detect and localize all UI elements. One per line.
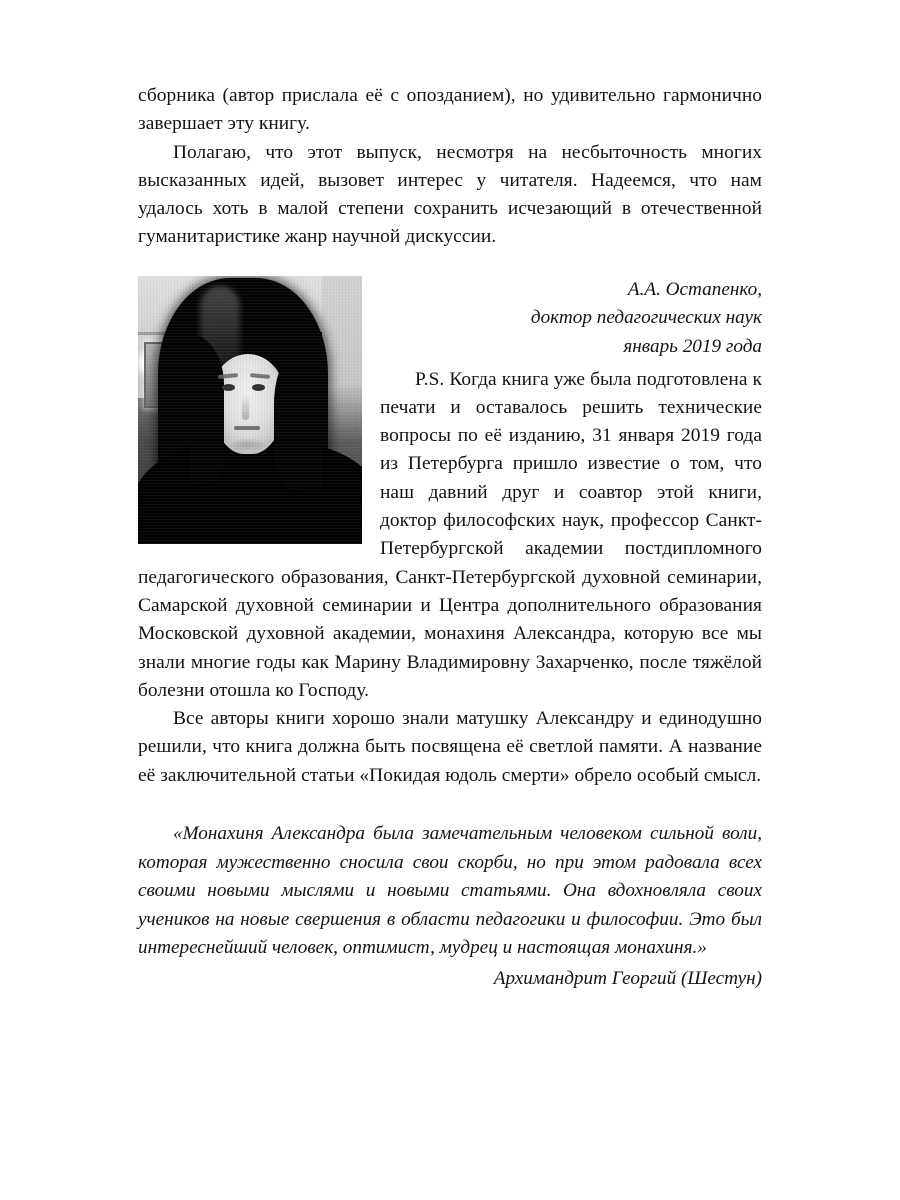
paragraph-sbornika: сборника (автор прислала её с опозданием), но удивительно гармонично завершает эту книгу.: [138, 85, 762, 135]
paragraph-postscript: P.S. Когда книга уже была подготовлена к печати и оставалось решить технические вопросы по её изданию, 31 января 2019 года из Петербурга пришло известие о том, что наш давний друг и соавтор этой книги, доктор философских наук, профессор Санкт-Петербургской академии постдипломного педагогического образования, Санкт-Петербургской духовной семинарии, Самарской духовной семинарии и Центра дополнительного образования Московской духовной академии, монахиня Александра, которую все мы знали многие годы как Марину Владимировну Захарченко, после тяжёлой болезни отошла ко Господу.: [138, 368, 762, 701]
paragraph-vse-avtory: Все авторы книги хорошо знали матушку Александру и единодушно решили, что книга должна быть посвящена её светлой памяти. А название её заключительной статьи «Покидая юдоль смерти» обрело особый смысл.: [138, 708, 762, 786]
closing-quote-attribution: Архимандрит Георгий (Шестун): [493, 967, 762, 989]
portrait-photo: [138, 276, 362, 544]
photo-nose: [242, 394, 249, 420]
photo-eye-right: [252, 384, 265, 391]
photo-chin-shadow: [226, 438, 268, 452]
closing-quote-text: «Монахиня Александра была замечательным человеком сильной воли, которая мужественно сносила свои скорби, но при этом радовала всех своими новыми мыслями и новыми статьями. Она вдохновляла своих учеников на новые свершения в области педагогики и философии. Это был интереснейший человек, оптимист, мудрец и настоящая монахиня.»: [138, 823, 762, 959]
signature-date: январь 2019 года: [623, 335, 762, 357]
signature-title: доктор педагогических наук: [530, 307, 762, 329]
paragraph-polagayu: Полагаю, что этот выпуск, несмотря на несбыточность многих высказанных идей, вызовет интерес у читателя. Надеемся, что нам удалось хоть в малой степени сохранить исчезающий в отечественной гуманитаристике жанр научной дискуссии.: [138, 141, 762, 248]
photo-mouth: [234, 426, 260, 430]
photo-eye-left: [222, 384, 235, 391]
signature-block: [390, 276, 762, 362]
signature-name: А.А. Остапенко,: [627, 278, 762, 300]
closing-quote-block: [138, 820, 762, 963]
photo-shoulders: [138, 442, 362, 544]
text-column: [138, 82, 762, 994]
